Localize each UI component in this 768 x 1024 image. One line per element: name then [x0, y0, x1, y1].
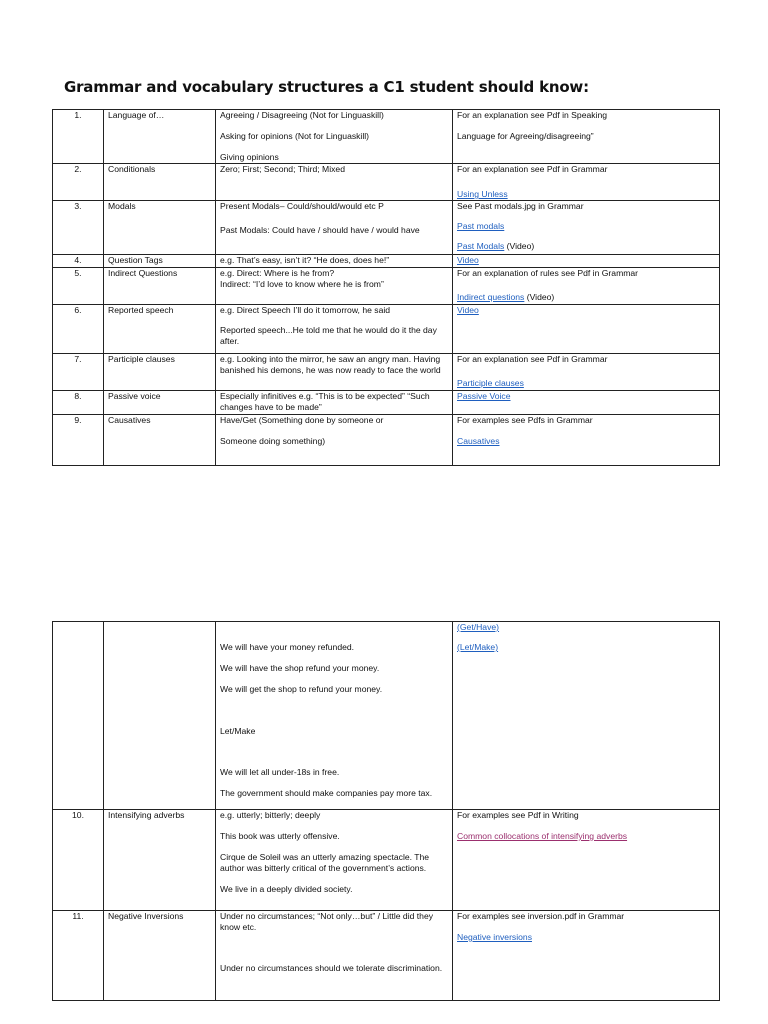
reference-cell [453, 354, 720, 391]
reference-text: For examples see Pdfs in Grammar [457, 415, 593, 425]
reference-cell [453, 110, 720, 164]
topic-cell: Conditionals [104, 164, 216, 201]
examples-cell [216, 201, 453, 255]
examples-cell [216, 354, 453, 391]
link-suffix: (Video) [524, 292, 555, 302]
reference-text: For examples see inversion.pdf in Grammar [457, 911, 625, 921]
table-row [53, 201, 720, 255]
example-text: Have/Get (Something done by someone or [220, 415, 384, 425]
examples-cell [216, 911, 453, 1001]
link-participle-clauses[interactable]: Participle clauses [457, 378, 524, 388]
example-text: Giving opinions [220, 152, 279, 162]
example-text: Present Modals– Could/should/would etc P [220, 201, 384, 211]
reference-cell [453, 255, 720, 268]
reference-cell [453, 164, 720, 201]
example-text: Let/Make [220, 726, 256, 736]
topic-cell: Causatives [104, 415, 216, 466]
link-indirect-questions[interactable]: Indirect questions [457, 292, 525, 302]
link-intensifying-adverbs-collocations[interactable]: Common collocations of intensifying adverbs [457, 831, 628, 841]
row-number: 10. [53, 810, 104, 911]
link-past-modals[interactable]: Past modals [457, 221, 505, 231]
topic-cell: Reported speech [104, 305, 216, 354]
row-number: 11. [53, 911, 104, 1001]
row-number: 1. [53, 110, 104, 164]
topic-cell: Indirect Questions [104, 268, 216, 305]
examples-cell [216, 622, 453, 810]
example-text: e.g. Direct: Where is he from? [220, 268, 335, 278]
table-row [53, 391, 720, 415]
row-number: 3. [53, 201, 104, 255]
link-reported-speech-video[interactable]: Video [457, 305, 479, 315]
link-get-have[interactable]: (Get/Have) [457, 622, 500, 632]
reference-text: For an explanation see Pdf in Speaking [457, 110, 608, 120]
example-text: Under no circumstances; “Not only…but” / Little did they know etc. [220, 911, 434, 932]
reference-text: For an explanation see Pdf in Grammar [457, 354, 608, 364]
topic-cell [104, 622, 216, 810]
example-text: e.g. Direct Speech I’ll do it tomorrow, he said [220, 305, 391, 315]
topic-cell: Question Tags [104, 255, 216, 268]
reference-text: See Past modals.jpg in Grammar [457, 201, 584, 211]
structures-table-page-2 [52, 621, 720, 1001]
link-negative-inversions[interactable]: Negative inversions [457, 932, 532, 942]
examples-cell [216, 391, 453, 415]
topic-cell: Language of… [104, 110, 216, 164]
topic-cell: Negative Inversions [104, 911, 216, 1001]
topic-cell: Intensifying adverbs [104, 810, 216, 911]
row-number: 2. [53, 164, 104, 201]
example-text: We will have the shop refund your money. [220, 663, 380, 673]
link-question-tags-video[interactable]: Video [457, 255, 479, 265]
example-text: e.g. utterly; bitterly; deeply [220, 810, 321, 820]
example-text: Under no circumstances should we tolerate discrimination. [220, 963, 443, 973]
document-title: Grammar and vocabulary structures a C1 student should know: [64, 78, 589, 96]
reference-cell [453, 911, 720, 1001]
table-row [53, 622, 720, 810]
topic-cell: Modals [104, 201, 216, 255]
example-text: Reported speech...He told me that he would do it the day after. [220, 325, 437, 346]
row-number: 9. [53, 415, 104, 466]
reference-cell [453, 391, 720, 415]
row-number: 6. [53, 305, 104, 354]
examples-cell [216, 415, 453, 466]
reference-cell [453, 415, 720, 466]
row-number: 7. [53, 354, 104, 391]
row-number: 5. [53, 268, 104, 305]
example-text: Indirect: “I’d love to know where he is from” [220, 279, 384, 289]
example-text: We live in a deeply divided society. [220, 884, 353, 894]
example-text: Asking for opinions (Not for Linguaskill) [220, 131, 370, 141]
table-row [53, 354, 720, 391]
example-text: e.g. That’s easy, isn’t it? “He does, does he!” [220, 255, 390, 265]
reference-cell [453, 305, 720, 354]
link-using-unless[interactable]: Using Unless [457, 189, 508, 199]
reference-cell [453, 268, 720, 305]
reference-text: For an explanation see Pdf in Grammar [457, 164, 608, 174]
example-text: The government should make companies pay more tax. [220, 788, 433, 798]
topic-cell: Passive voice [104, 391, 216, 415]
row-number: 8. [53, 391, 104, 415]
row-number: 4. [53, 255, 104, 268]
reference-cell [453, 201, 720, 255]
example-text: Past Modals: Could have / should have / would have [220, 225, 420, 235]
reference-text: Language for Agreeing/disagreeing” [457, 131, 594, 141]
table-row [53, 268, 720, 305]
example-text: Agreeing / Disagreeing (Not for Linguaskill) [220, 110, 384, 120]
link-passive-voice[interactable]: Passive Voice [457, 391, 511, 401]
link-suffix: (Video) [504, 241, 535, 251]
table-row [53, 164, 720, 201]
table-row [53, 415, 720, 466]
example-text: Zero; First; Second; Third; Mixed [220, 164, 345, 174]
examples-cell [216, 164, 453, 201]
link-let-make[interactable]: (Let/Make) [457, 642, 499, 652]
example-text: e.g. Looking into the mirror, he saw an angry man. Having banished his demons, he was now ready to face the world [220, 354, 441, 375]
reference-cell [453, 810, 720, 911]
table-row [53, 911, 720, 1001]
reference-text: For examples see Pdf in Writing [457, 810, 579, 820]
example-text: This book was utterly offensive. [220, 831, 340, 841]
table-row [53, 110, 720, 164]
example-text: We will have your money refunded. [220, 642, 355, 652]
example-text: Cirque de Soleil was an utterly amazing spectacle. The author was bitterly critical of the government’s actions. [220, 852, 430, 873]
row-number [53, 622, 104, 810]
structures-table-page-1 [52, 109, 720, 466]
example-text: We will get the shop to refund your money. [220, 684, 383, 694]
examples-cell [216, 110, 453, 164]
examples-cell [216, 810, 453, 911]
example-text: We will let all under-18s in free. [220, 767, 340, 777]
table-row [53, 810, 720, 911]
link-causatives[interactable]: Causatives [457, 436, 500, 446]
table-row [53, 305, 720, 354]
reference-text: For an explanation of rules see Pdf in Grammar [457, 268, 639, 278]
table-row [53, 255, 720, 268]
example-text: Especially infinitives e.g. “This is to be expected” “Such changes have to be made” [220, 391, 430, 412]
examples-cell [216, 305, 453, 354]
link-past-modals-video[interactable]: Past Modals [457, 241, 505, 251]
topic-cell: Participle clauses [104, 354, 216, 391]
example-text: Someone doing something) [220, 436, 326, 446]
reference-cell [453, 622, 720, 810]
examples-cell [216, 255, 453, 268]
examples-cell [216, 268, 453, 305]
